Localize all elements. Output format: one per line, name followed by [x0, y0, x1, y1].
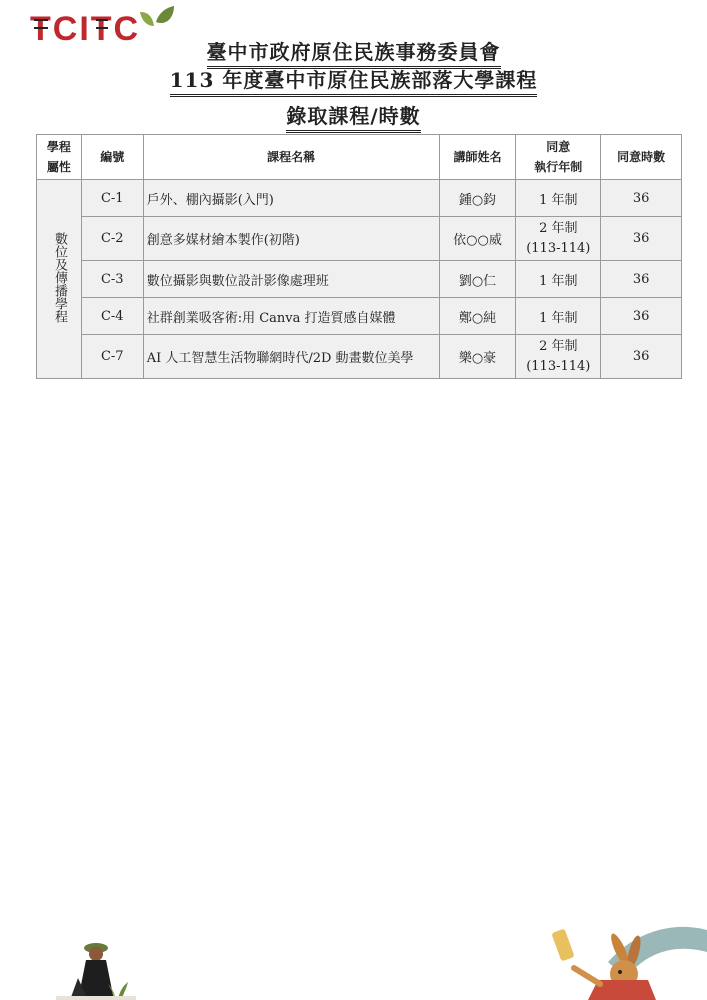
category-cell: 數位及傳播學程 [37, 180, 82, 379]
term-cell: 1 年制 [516, 180, 601, 217]
hours-cell: 36 [601, 298, 682, 335]
svg-text:TCITC: TCITC [30, 10, 141, 48]
teacher-cell: 樂○豪 [439, 335, 516, 379]
header-hours: 同意時數 [601, 135, 682, 180]
title-program: 113 年度臺中市原住民族部落大學課程 [0, 64, 707, 97]
header-row [37, 135, 682, 180]
course-cell: 數位攝影與數位設計影像處理班 [143, 261, 439, 298]
teacher-cell: 鍾○鈞 [439, 180, 516, 217]
header-term: 同意 執行年制 [516, 135, 601, 180]
table-row [37, 298, 682, 335]
course-cell: 戶外、棚內攝影(入門) [143, 180, 439, 217]
teacher-cell: 劉○仁 [439, 261, 516, 298]
hours-cell: 36 [601, 261, 682, 298]
hours-cell: 36 [601, 335, 682, 379]
table-row [37, 335, 682, 379]
teacher-cell: 鄭○純 [439, 298, 516, 335]
code-cell: C-2 [81, 217, 143, 261]
title-organization: 臺中市政府原住民族事務委員會 [0, 36, 707, 69]
code-cell: C-4 [81, 298, 143, 335]
table-row [37, 261, 682, 298]
code-cell: C-1 [81, 180, 143, 217]
term-cell: 2 年制 (113-114) [516, 217, 601, 261]
term-cell: 1 年制 [516, 298, 601, 335]
table-row [37, 217, 682, 261]
header-course: 課程名稱 [143, 135, 439, 180]
course-table [36, 134, 682, 379]
header-category: 學程 屬性 [37, 135, 82, 180]
title-subject: 錄取課程/時數 [0, 100, 707, 133]
course-cell: 社群創業吸客術:用 Canva 打造質感自媒體 [143, 298, 439, 335]
hours-cell: 36 [601, 180, 682, 217]
hunter-illustration [56, 938, 136, 1000]
rabbit-illustration [548, 922, 707, 1000]
term-cell: 1 年制 [516, 261, 601, 298]
table-row [37, 180, 682, 217]
course-cell: AI 人工智慧生活物聯網時代/2D 動畫數位美學 [143, 335, 439, 379]
header-teacher: 講師姓名 [439, 135, 516, 180]
course-cell: 創意多媒材繪本製作(初階) [143, 217, 439, 261]
code-cell: C-3 [81, 261, 143, 298]
code-cell: C-7 [81, 335, 143, 379]
hours-cell: 36 [601, 217, 682, 261]
teacher-cell: 依○○威 [439, 217, 516, 261]
term-cell: 2 年制 (113-114) [516, 335, 601, 379]
header-code: 編號 [81, 135, 143, 180]
